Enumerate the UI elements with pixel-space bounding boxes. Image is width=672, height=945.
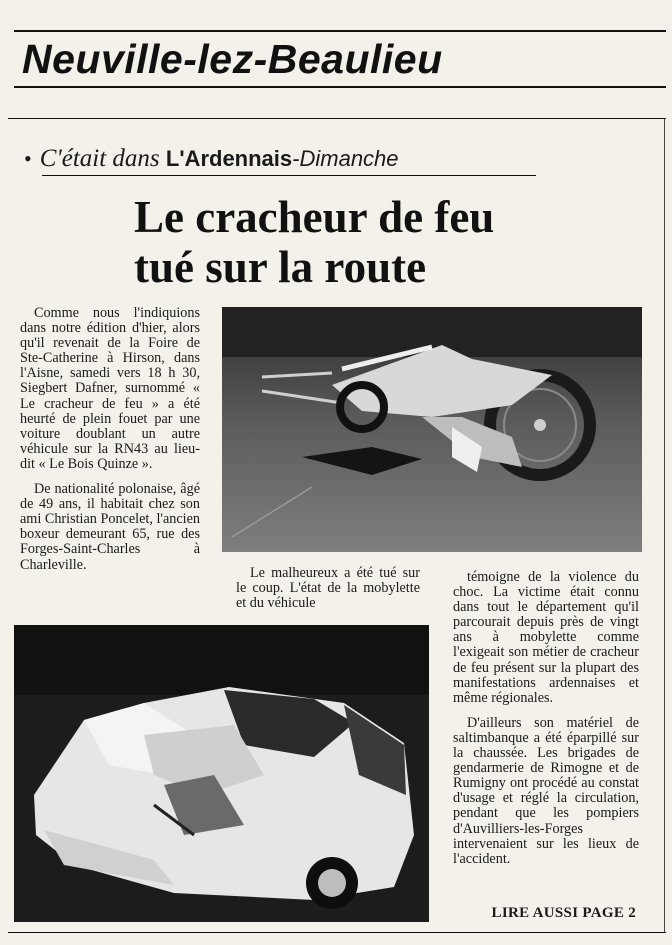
kicker-intro: C'était dans [39,145,160,172]
header-rule-top [14,30,666,32]
article-paragraph-3: Le malheureux a été tué sur le coup. L'état de la mobylette et du véhicule [236,565,420,612]
article-column-left [20,306,200,583]
bleed-through-text-top [430,0,670,30]
header-rule-bottom [14,86,666,88]
article-paragraph-5: D'ailleurs son matériel de saltimbanque a été éparpillé sur la chaussée. Les brigades de gendarmerie de Rimogne et de Rumigny ont procédé au constat d'usage et réglé la circulation, pendant que les pompiers d'Auvilliers-les-Forges intervenaient sur les lieux de l'accident. [453,714,639,867]
headline-line-2: tué sur la route [134,242,427,292]
photo-crashed-car [14,625,429,922]
kicker-bullet: • [24,146,32,171]
frame-top [8,118,666,119]
article-paragraph-1: Comme nous l'indiquions dans notre édition d'hier, alors qu'il revenait de la Foire de Ste-Catherine à Hirson, dans l'Aisne, samedi vers 18 h 30, Siegbert Dafner, surnommé « Le cracheur de feu » a été heurté de plein fouet par une voiture doublant un autre véhicule sur la RN43 au lieu-dit « Le Bois Quinze ». [20,305,200,472]
kicker-underline [42,175,536,176]
headline [134,192,574,292]
article-column-right [453,570,639,877]
photo-mobylette-drawing [222,307,642,552]
frame-right [664,118,665,933]
headline-line-1: Le cracheur de feu [134,192,495,242]
frame-bottom [8,932,666,933]
kicker [24,144,544,174]
photo-mobylette-wreck [222,307,642,552]
photo-crashed-car-drawing [14,625,429,922]
article-column-middle [236,566,420,621]
article-paragraph-2: De nationalité polonaise, âgé de 49 ans, il habitait chez son ami Christian Poncelet, l'ancien boxeur demeurant 65, rue des Forges-Saint-Charles à Charleville. [20,481,200,573]
see-also-link[interactable]: LIRE AUSSI PAGE 2 [491,905,636,921]
kicker-paper-day: -Dimanche [292,146,399,171]
kicker-paper-name: L'Ardennais [165,146,293,171]
article-paragraph-4: témoigne de la violence du choc. La victime était connu dans tout le département qu'il parcourait depuis près de vingt ans à mobylette comme l'exigeait son métier de cracheur de feu présent sur la plupart des manifestations ardennaises et même régionales. [453,569,639,706]
section-title: Neuville-lez-Beaulieu [22,36,443,82]
